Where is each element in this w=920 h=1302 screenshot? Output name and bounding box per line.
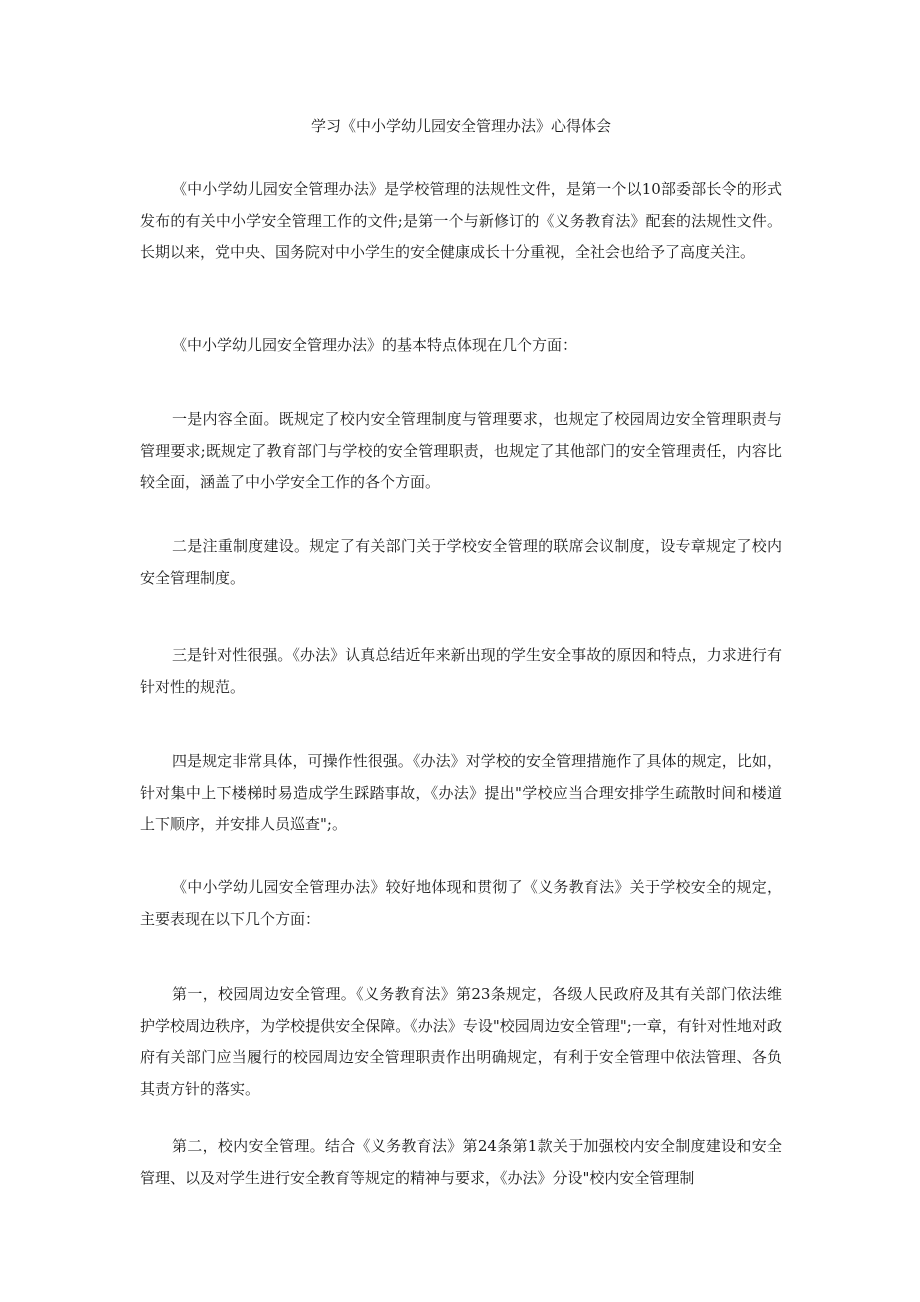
paragraph-features-heading: 《中小学幼儿园安全管理办法》的基本特点体现在几个方面： xyxy=(172,336,578,354)
paragraph-aspect-1: 第一，校园周边安全管理。《义务教育法》第23条规定，各级人民政府及其有关部门依法维护学校周边秩序，为学校提供安全保障。《办法》专设"校园周边安全管理";一章，有针对性地对政府有关部门应当履行的校园周边安全管理职责作出明确规定，有利于安全管理中依法管理、各负其责方针的落实。 xyxy=(140,985,782,1098)
paragraph-feature-2: 二是注重制度建设。规定了有关部门关于学校安全管理的联席会议制度，设专章规定了校内安全管理制度。 xyxy=(140,537,782,587)
document-title: 学习《中小学幼儿园安全管理办法》心得体会 xyxy=(310,117,611,135)
paragraph-aspect-2: 第二，校内安全管理。结合《义务教育法》第24条第1款关于加强校内安全制度建设和安全管理、以及对学生进行安全教育等规定的精神与要求，《办法》分设"校内安全管理制 xyxy=(140,1137,782,1187)
paragraph-intro: 《中小学幼儿园安全管理办法》是学校管理的法规性文件，是第一个以10部委部长令的形式发布的有关中小学安全管理工作的文件;是第一个与新修订的《义务教育法》配套的法规性文件。长期以来，党中央、国务院对中小学生的安全健康成长十分重视，全社会也给予了高度关注。 xyxy=(140,180,782,261)
document-page xyxy=(140,0,782,1302)
paragraph-feature-1: 一是内容全面。既规定了校内安全管理制度与管理要求，也规定了校园周边安全管理职责与管理要求;既规定了教育部门与学校的安全管理职责，也规定了其他部门的安全管理责任，内容比较全面，涵盖了中小学安全工作的各个方面。 xyxy=(140,410,782,491)
paragraph-feature-3: 三是针对性很强。《办法》认真总结近年来新出现的学生安全事故的原因和特点，力求进行有针对性的规范。 xyxy=(140,646,782,696)
paragraph-compliance-heading: 《中小学幼儿园安全管理办法》较好地体现和贯彻了《义务教育法》关于学校安全的规定，主要表现在以下几个方面： xyxy=(140,878,782,928)
paragraph-feature-4: 四是规定非常具体，可操作性很强。《办法》对学校的安全管理措施作了具体的规定，比如，针对集中上下楼梯时易造成学生踩踏事故，《办法》提出"学校应当合理安排学生疏散时间和楼道上下顺序，并安排人员巡查";。 xyxy=(140,752,782,833)
